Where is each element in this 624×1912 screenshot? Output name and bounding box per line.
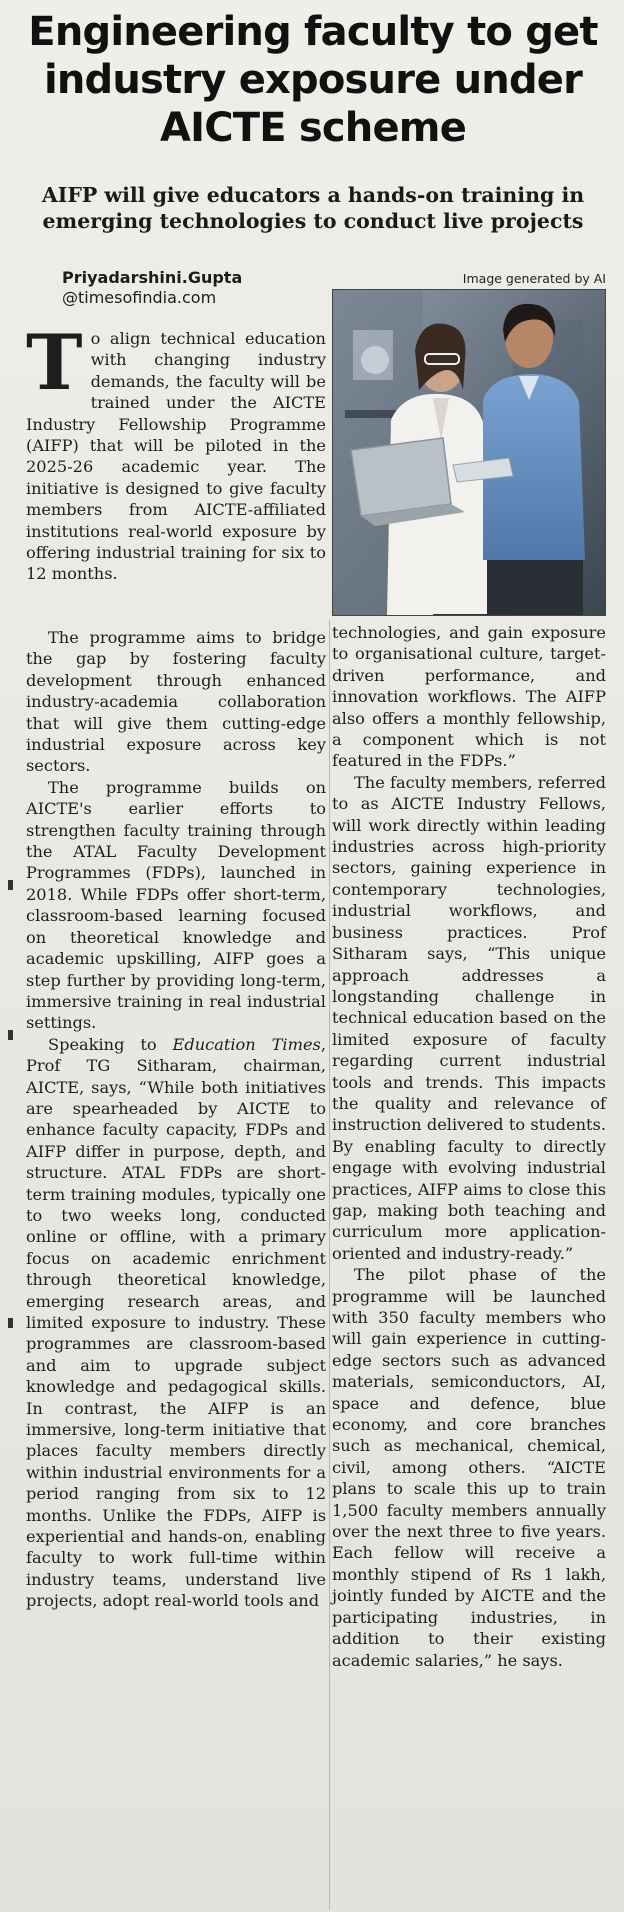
- article-photo: [332, 289, 606, 616]
- paragraph-5: The faculty members, referred to as AICTE Industry Fellows, will work directly within leading industries across high-priority sectors, gaining experience in contemporary technologies, industrial workflows, and business practices. Prof Sitharam says, “This unique approach addresses a longstanding challenge in technical education based on the limited exposure of faculty regarding current industrial tools and trends. This impacts the quality and relevance of instruction delivered to students. By enabling faculty to directly engage with evolving industrial practices, AIFP aims to close this gap, making both teaching and curriculum more application-oriented and industry-ready.”: [332, 772, 606, 1263]
- headline: Engineering faculty to get industry exposure under AICTE scheme: [28, 9, 598, 151]
- article-column-2: [332, 622, 606, 1671]
- margin-mark: [8, 880, 13, 890]
- byline: [62, 268, 242, 308]
- publication-name: Education Times: [172, 1034, 321, 1054]
- margin-mark: [8, 1318, 13, 1328]
- paragraph-4-lead: Speaking to: [48, 1034, 173, 1054]
- paragraph-4-body: , Prof TG Sitharam, chairman, AICTE, says, “While both initiatives are spearheaded by AICTE to enhance faculty capacity, FDPs and AIFP differ in purpose, depth, and structure. ATAL FDPs are short-term training modules, typically one to two weeks long, conducted online or offline, with a primary focus on academic enrichment through theoretical knowledge, emerging research areas, and limited exposure to industry. These programmes are classroom-based and aim to upgrade subject knowledge and pedagogical skills. In contrast, the AIFP is an immersive, long-term initiative that places faculty members directly within industrial environments for a period ranging from six to 12 months. Unlike the FDPs, AIFP is experiential and hands-on, enabling faculty to work full-time within industry teams, understand live projects, adopt real-world tools and: [26, 1034, 327, 1611]
- column-divider: [329, 620, 330, 1910]
- margin-mark: [8, 1030, 13, 1040]
- paragraph-4-continued: technologies, and gain exposure to organisational culture, target-driven performance, and innovation workflows. The AIFP also offers a monthly fellowship, a component which is not featured in the FDPs.”: [332, 623, 606, 771]
- author-name: Priyadarshini.Gupta: [62, 268, 243, 287]
- subheadline: AIFP will give educators a hands-on training in emerging technologies to conduct live projects: [41, 183, 585, 233]
- paragraph-3: The programme builds on AICTE's earlier efforts to strengthen faculty training through the ATAL Faculty Development Programmes (FDPs), launched in 2018. While FDPs offer short-term, classroom-based learning focused on theoretical knowledge and academic upskilling, AIFP goes a step further by providing long-term, immersive training in real industrial settings.: [26, 777, 326, 1033]
- paragraph-6: The pilot phase of the programme will be launched with 350 faculty members who will gain experience in cutting-edge sectors such as advanced materials, semiconductors, AI, space and defence, blue economy, and core branches such as mechanical, chemical, civil, among others. “AICTE plans to scale this up to train 1,500 faculty members annually over the next three to five years. Each fellow will receive a monthly stipend of Rs 1 lakh, jointly funded by AICTE and the participating industries, in addition to their existing academic salaries,” he says.: [332, 1265, 606, 1670]
- lab-scene-illustration: [333, 290, 605, 615]
- image-credit: Image generated by AI: [462, 271, 606, 286]
- paragraph-4: [26, 1034, 326, 1612]
- article-column-1-top: [26, 318, 326, 585]
- drop-cap: T: [26, 318, 83, 407]
- paragraph-1: o align technical education with changing industry demands, the faculty will be trained under the AICTE Industry Fellowship Programme (AIFP) that will be piloted in the 2025-26 academic year. The initiative is designed to give faculty members from AICTE-affiliated institutions real-world exposure by offering industrial training for six to 12 months.: [26, 329, 326, 584]
- author-handle: @timesofindia.com: [62, 288, 217, 307]
- paragraph-2: The programme aims to bridge the gap by fostering faculty development through enhanced industry-academia collaboration that will give them cutting-edge industrial exposure across key sectors.: [26, 628, 326, 776]
- article-column-1: [26, 627, 326, 1612]
